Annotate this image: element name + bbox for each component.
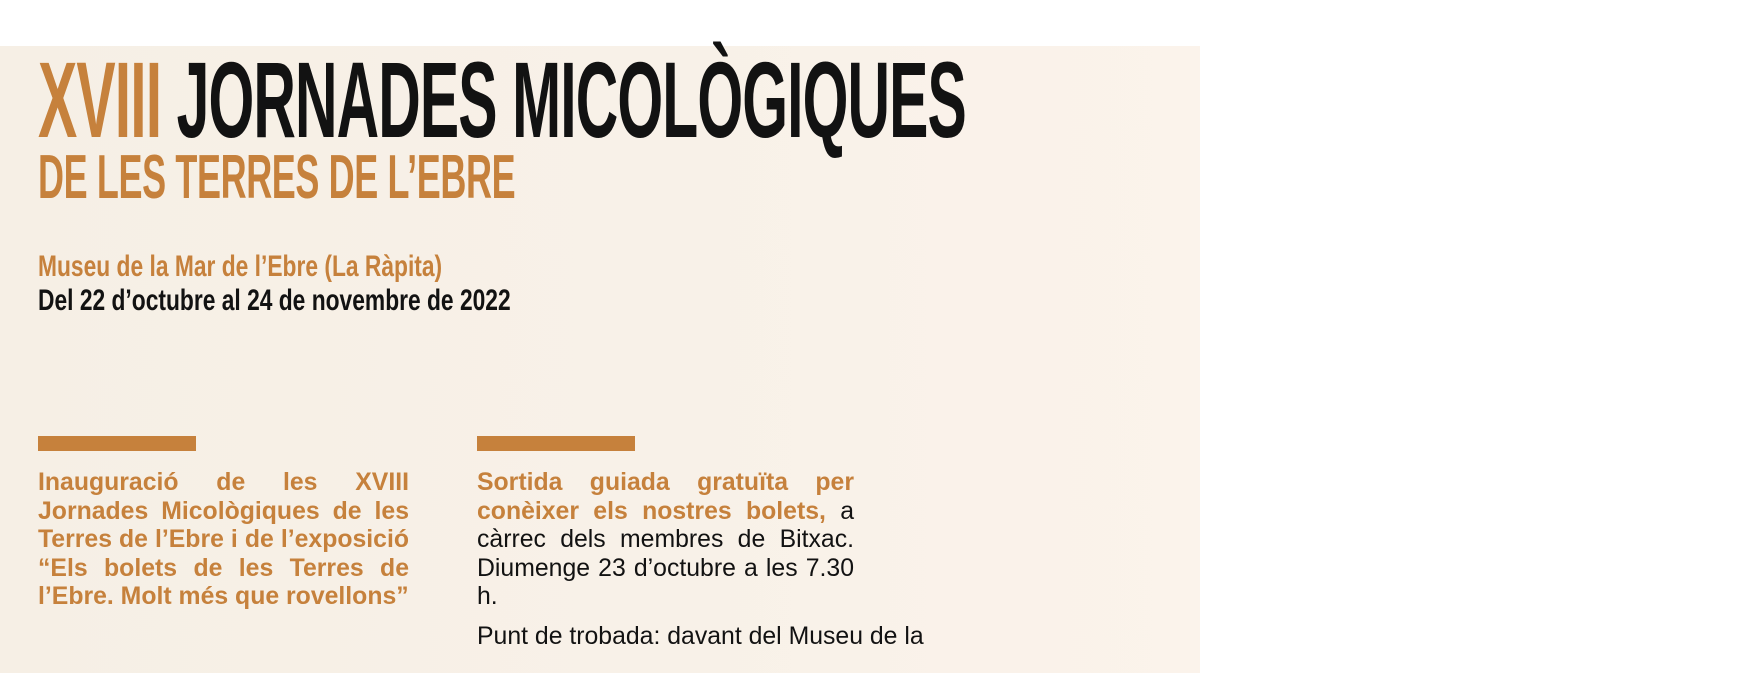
right-section-bar <box>477 436 635 451</box>
title-main: JORNADES MICOLÒGIQUES <box>176 39 966 160</box>
dates-line: Del 22 d’octubre al 24 de novembre de 2022 <box>38 284 511 317</box>
right-lead-detail: a càrrec dels membres de Bitxac. Diumenge 23 d’octubre a les 7.30 h. <box>477 497 854 610</box>
poster-title <box>38 39 1200 160</box>
right-section <box>477 436 924 651</box>
left-lead-paragraph: Inauguració de les XVIII Jornades Micològiques de les Terres de l’Ebre i de l’exposició “Els bolets de les Terres de l’Ebre. Molt més que rovellons” <box>38 469 409 610</box>
right-lead-paragraph <box>477 469 854 612</box>
poster-content <box>0 39 1200 651</box>
title-subtitle: DE LES TERRES DE L’EBRE <box>38 143 516 212</box>
right-lead-highlight: Sortida guiada gratuïta per conèixer els nostres bolets, <box>477 469 854 525</box>
poster <box>0 39 1200 673</box>
event-columns <box>38 436 1200 651</box>
meeting-point-paragraph: Punt de trobada: davant del Museu de la <box>477 622 924 650</box>
left-section-bar <box>38 436 196 451</box>
left-section <box>38 436 409 651</box>
poster-header <box>38 39 1200 318</box>
venue-line: Museu de la Mar de l’Ebre (La Ràpita) <box>38 250 443 283</box>
title-edition: XVIII <box>38 39 162 160</box>
